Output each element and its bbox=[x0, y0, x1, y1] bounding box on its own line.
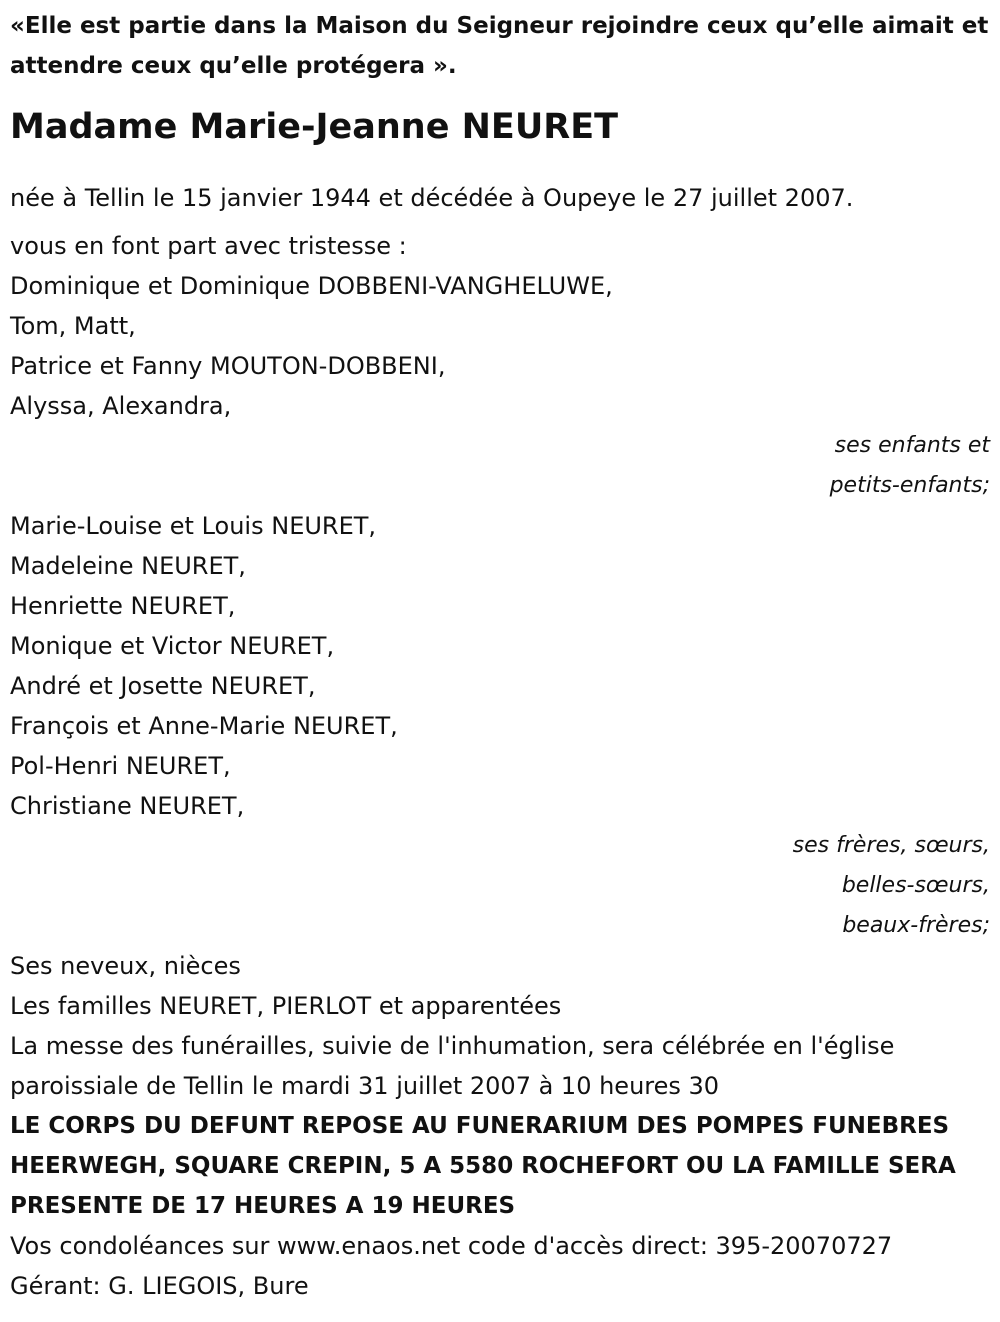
family-line: Monique et Victor NEURET, bbox=[10, 632, 335, 660]
religious-quote: «Elle est partie dans la Maison du Seigneur rejoindre ceux qu’elle aimait et attendre ceux qu’elle protégera ». bbox=[10, 13, 989, 79]
family-line: Henriette NEURET, bbox=[10, 592, 236, 620]
relation-line: belles-sœurs, bbox=[841, 873, 990, 898]
family-line: Patrice et Fanny MOUTON-DOBBENI, bbox=[10, 352, 446, 380]
family-line: Pol-Henri NEURET, bbox=[10, 752, 231, 780]
relation-line: ses frères, sœurs, bbox=[792, 833, 990, 858]
relation-line: beaux-frères; bbox=[842, 913, 990, 938]
family-line: Alyssa, Alexandra, bbox=[10, 392, 232, 420]
family-line: Madeleine NEURET, bbox=[10, 552, 246, 580]
condolences-line: Vos condoléances sur www.enaos.net code d'accès direct: 395-20070727 bbox=[10, 1232, 893, 1260]
manager-line: Gérant: G. LIEGOIS, Bure bbox=[10, 1272, 309, 1300]
families-line: Les familles NEURET, PIERLOT et apparentées bbox=[10, 992, 562, 1020]
intro-line: vous en font part avec tristesse : bbox=[10, 232, 407, 260]
children-list bbox=[10, 266, 990, 426]
children-relation bbox=[10, 426, 990, 506]
relation-line: petits-enfants; bbox=[829, 473, 990, 498]
nephews-nieces: Ses neveux, nièces bbox=[10, 952, 241, 980]
family-line: Marie-Louise et Louis NEURET, bbox=[10, 512, 377, 540]
family-line: François et Anne-Marie NEURET, bbox=[10, 712, 398, 740]
funeral-mass-info: La messe des funérailles, suivie de l'inhumation, sera célébrée en l'église paroissiale de Tellin le mardi 31 juillet 2007 à 10 heures 30 bbox=[10, 1032, 895, 1100]
relation-line: ses enfants et bbox=[834, 433, 990, 458]
family-line: Dominique et Dominique DOBBENI-VANGHELUWE, bbox=[10, 272, 613, 300]
birth-death-dates: née à Tellin le 15 janvier 1944 et décédée à Oupeye le 27 juillet 2007. bbox=[10, 184, 854, 212]
siblings-list bbox=[10, 506, 990, 826]
family-line: Tom, Matt, bbox=[10, 312, 136, 340]
funerarium-info: LE CORPS DU DEFUNT REPOSE AU FUNERARIUM DES POMPES FUNEBRES HEERWEGH, SQUARE CREPIN, 5 A 5580 ROCHEFORT OU LA FAMILLE SERA PRESENTE DE 17 HEURES A 19 HEURES bbox=[10, 1113, 956, 1219]
family-line: Christiane NEURET, bbox=[10, 792, 245, 820]
family-line: André et Josette NEURET, bbox=[10, 672, 316, 700]
siblings-relation bbox=[10, 826, 990, 946]
deceased-name: Madame Marie-Jeanne NEURET bbox=[10, 107, 618, 147]
